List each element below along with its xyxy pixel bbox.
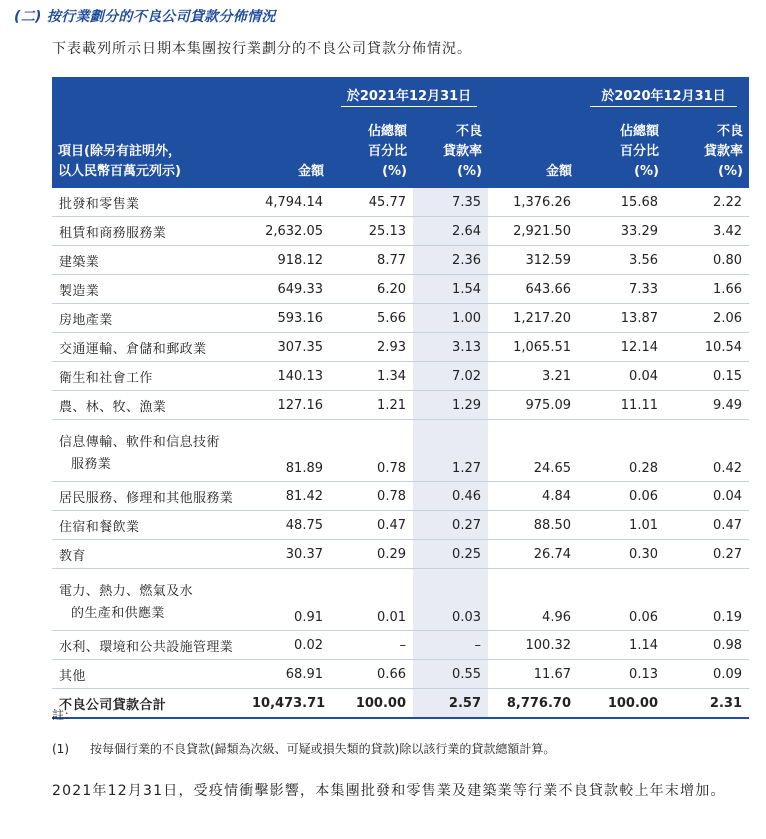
table-header-row <box>52 110 749 188</box>
row-value-p21: 0.78 <box>330 420 413 482</box>
row-value-a21: 140.13 <box>245 362 330 391</box>
row-industry: 教育 <box>52 540 245 569</box>
intro-text: 下表載列所示日期本集團按行業劃分的不良公司貸款分佈情況。 <box>52 41 472 57</box>
row-value-a20: 643.66 <box>488 275 578 304</box>
row-value-a20: 8,776.70 <box>488 689 578 719</box>
row-value-r20: 2.31 <box>665 689 749 719</box>
npl-industry-table <box>52 77 749 719</box>
row-value-r20: 0.80 <box>665 246 749 275</box>
row-industry: 住宿和餐飲業 <box>52 511 245 540</box>
table-row <box>52 333 749 362</box>
row-industry: 製造業 <box>52 275 245 304</box>
row-value-r20: 10.54 <box>665 333 749 362</box>
table-row <box>52 246 749 275</box>
row-industry: 其他 <box>52 660 245 689</box>
row-value-p21: 45.77 <box>330 188 413 217</box>
table-row <box>52 362 749 391</box>
row-value-r20: 0.42 <box>665 420 749 482</box>
row-value-p21: – <box>330 631 413 660</box>
table-row <box>52 540 749 569</box>
row-industry: 居民服務、修理和其他服務業 <box>52 482 245 511</box>
row-value-a21: 593.16 <box>245 304 330 333</box>
section-heading: (二) 按行業劃分的不良公司貸款分佈情況 <box>14 9 276 25</box>
row-value-a21: 307.35 <box>245 333 330 362</box>
row-value-a21: 30.37 <box>245 540 330 569</box>
row-value-p20: 12.14 <box>578 333 665 362</box>
table-row <box>52 275 749 304</box>
row-value-r20: 0.47 <box>665 511 749 540</box>
row-value-p20: 0.04 <box>578 362 665 391</box>
row-value-p20: 1.14 <box>578 631 665 660</box>
row-value-a21: 81.42 <box>245 482 330 511</box>
row-industry: 不良公司貸款合計 <box>52 689 245 719</box>
header-npl-2020: 不良 貸款率 (%) <box>665 110 749 188</box>
row-value-r21: 7.02 <box>413 362 488 391</box>
row-value-a21: 2,632.05 <box>245 217 330 246</box>
row-value-r21: 0.55 <box>413 660 488 689</box>
row-value-p20: 0.13 <box>578 660 665 689</box>
row-value-r20: 3.42 <box>665 217 749 246</box>
header-blank <box>52 77 245 110</box>
row-value-r21: 1.00 <box>413 304 488 333</box>
row-value-a21: 10,473.71 <box>245 689 330 719</box>
table-row <box>52 660 749 689</box>
header-amount-2021: 金額 <box>245 110 330 188</box>
row-value-r20: 0.15 <box>665 362 749 391</box>
row-value-r21: 1.29 <box>413 391 488 420</box>
row-industry: 衛生和社會工作 <box>52 362 245 391</box>
row-value-p20: 7.33 <box>578 275 665 304</box>
table-total-row <box>52 689 749 719</box>
row-value-a21: 918.12 <box>245 246 330 275</box>
row-value-a21: 48.75 <box>245 511 330 540</box>
row-value-a20: 3.21 <box>488 362 578 391</box>
row-industry: 建築業 <box>52 246 245 275</box>
header-pct-2020: 佔總額 百分比 (%) <box>578 110 665 188</box>
row-value-a21: 4,794.14 <box>245 188 330 217</box>
row-value-r20: 2.06 <box>665 304 749 333</box>
row-value-r21: 0.03 <box>413 569 488 631</box>
table-row <box>52 631 749 660</box>
row-value-p20: 3.56 <box>578 246 665 275</box>
row-value-r21: 2.64 <box>413 217 488 246</box>
notes-label: 註： <box>52 708 77 722</box>
row-industry: 交通運輸、倉儲和郵政業 <box>52 333 245 362</box>
row-industry: 信息傳輸、軟件和信息技術 服務業 <box>52 420 245 482</box>
table-row <box>52 304 749 333</box>
row-value-r20: 9.49 <box>665 391 749 420</box>
row-value-p21: 0.47 <box>330 511 413 540</box>
row-value-a20: 1,065.51 <box>488 333 578 362</box>
row-value-a20: 11.67 <box>488 660 578 689</box>
note-1 <box>52 740 555 757</box>
row-value-p20: 1.01 <box>578 511 665 540</box>
row-value-a20: 88.50 <box>488 511 578 540</box>
row-value-a20: 4.84 <box>488 482 578 511</box>
row-value-r21: 1.27 <box>413 420 488 482</box>
header-group-2021: 於2021年12月31日 <box>330 77 488 110</box>
row-value-r21: 0.27 <box>413 511 488 540</box>
row-value-r21: 2.36 <box>413 246 488 275</box>
row-value-r21: 0.46 <box>413 482 488 511</box>
row-industry: 農、林、牧、漁業 <box>52 391 245 420</box>
header-npl-2021: 不良 貸款率 (%) <box>413 110 488 188</box>
row-value-r21: 1.54 <box>413 275 488 304</box>
row-value-a20: 1,376.26 <box>488 188 578 217</box>
row-value-r21: 2.57 <box>413 689 488 719</box>
row-value-p21: 5.66 <box>330 304 413 333</box>
row-value-r20: 0.09 <box>665 660 749 689</box>
summary-paragraph: 2021年12月31日，受疫情衝擊影響，本集團批發和零售業及建築業等行業不良貸款較上年末增加。 <box>52 783 726 799</box>
row-value-p21: 1.21 <box>330 391 413 420</box>
row-value-a20: 312.59 <box>488 246 578 275</box>
table-row <box>52 217 749 246</box>
table-row <box>52 511 749 540</box>
row-value-p21: 0.78 <box>330 482 413 511</box>
row-value-p21: 2.93 <box>330 333 413 362</box>
row-value-a20: 975.09 <box>488 391 578 420</box>
row-value-r20: 1.66 <box>665 275 749 304</box>
row-value-a20: 100.32 <box>488 631 578 660</box>
row-value-p21: 25.13 <box>330 217 413 246</box>
row-value-a21: 0.91 <box>245 569 330 631</box>
row-value-p21: 0.29 <box>330 540 413 569</box>
row-value-r21: 0.25 <box>413 540 488 569</box>
note-1-number: (1) <box>52 742 69 756</box>
row-value-a21: 68.91 <box>245 660 330 689</box>
row-value-p20: 33.29 <box>578 217 665 246</box>
header-amount-2020: 金額 <box>488 110 578 188</box>
row-industry: 租賃和商務服務業 <box>52 217 245 246</box>
row-value-p20: 11.11 <box>578 391 665 420</box>
row-value-r20: 2.22 <box>665 188 749 217</box>
row-value-p21: 6.20 <box>330 275 413 304</box>
row-value-p20: 0.28 <box>578 420 665 482</box>
row-value-r21: 7.35 <box>413 188 488 217</box>
row-value-a20: 24.65 <box>488 420 578 482</box>
row-industry: 批發和零售業 <box>52 188 245 217</box>
note-1-text: 按每個行業的不良貸款(歸類為次級、可疑或損失類的貸款)除以該行業的貸款總額計算。 <box>90 742 556 756</box>
row-value-r20: 0.04 <box>665 482 749 511</box>
row-value-p21: 0.66 <box>330 660 413 689</box>
row-value-p21: 8.77 <box>330 246 413 275</box>
row-value-p20: 0.06 <box>578 482 665 511</box>
row-value-a21: 81.89 <box>245 420 330 482</box>
header-pct-2021: 佔總額 百分比 (%) <box>330 110 413 188</box>
row-value-r20: 0.27 <box>665 540 749 569</box>
row-value-p21: 0.01 <box>330 569 413 631</box>
header-item: 項目(除另有註明外， 以人民幣百萬元列示) <box>52 110 245 188</box>
row-industry: 房地產業 <box>52 304 245 333</box>
row-value-p20: 13.87 <box>578 304 665 333</box>
row-value-p20: 0.30 <box>578 540 665 569</box>
table-header-group-row <box>52 77 749 110</box>
table-row <box>52 569 749 631</box>
row-value-a21: 649.33 <box>245 275 330 304</box>
row-value-r20: 0.98 <box>665 631 749 660</box>
table-row <box>52 188 749 217</box>
row-value-r21: 3.13 <box>413 333 488 362</box>
row-value-p20: 15.68 <box>578 188 665 217</box>
header-group-2020: 於2020年12月31日 <box>578 77 749 110</box>
header-blank <box>245 77 330 110</box>
header-blank <box>488 77 578 110</box>
row-industry: 水利、環境和公共設施管理業 <box>52 631 245 660</box>
row-value-p20: 100.00 <box>578 689 665 719</box>
row-value-p21: 100.00 <box>330 689 413 719</box>
table-row <box>52 391 749 420</box>
row-value-a20: 4.96 <box>488 569 578 631</box>
row-value-r21: – <box>413 631 488 660</box>
table-row <box>52 482 749 511</box>
row-value-a21: 0.02 <box>245 631 330 660</box>
row-industry: 電力、熱力、燃氣及水 的生產和供應業 <box>52 569 245 631</box>
row-value-p20: 0.06 <box>578 569 665 631</box>
row-value-a20: 1,217.20 <box>488 304 578 333</box>
row-value-a20: 26.74 <box>488 540 578 569</box>
row-value-p21: 1.34 <box>330 362 413 391</box>
row-value-r20: 0.19 <box>665 569 749 631</box>
row-value-a21: 127.16 <box>245 391 330 420</box>
row-value-a20: 2,921.50 <box>488 217 578 246</box>
table-row <box>52 420 749 482</box>
